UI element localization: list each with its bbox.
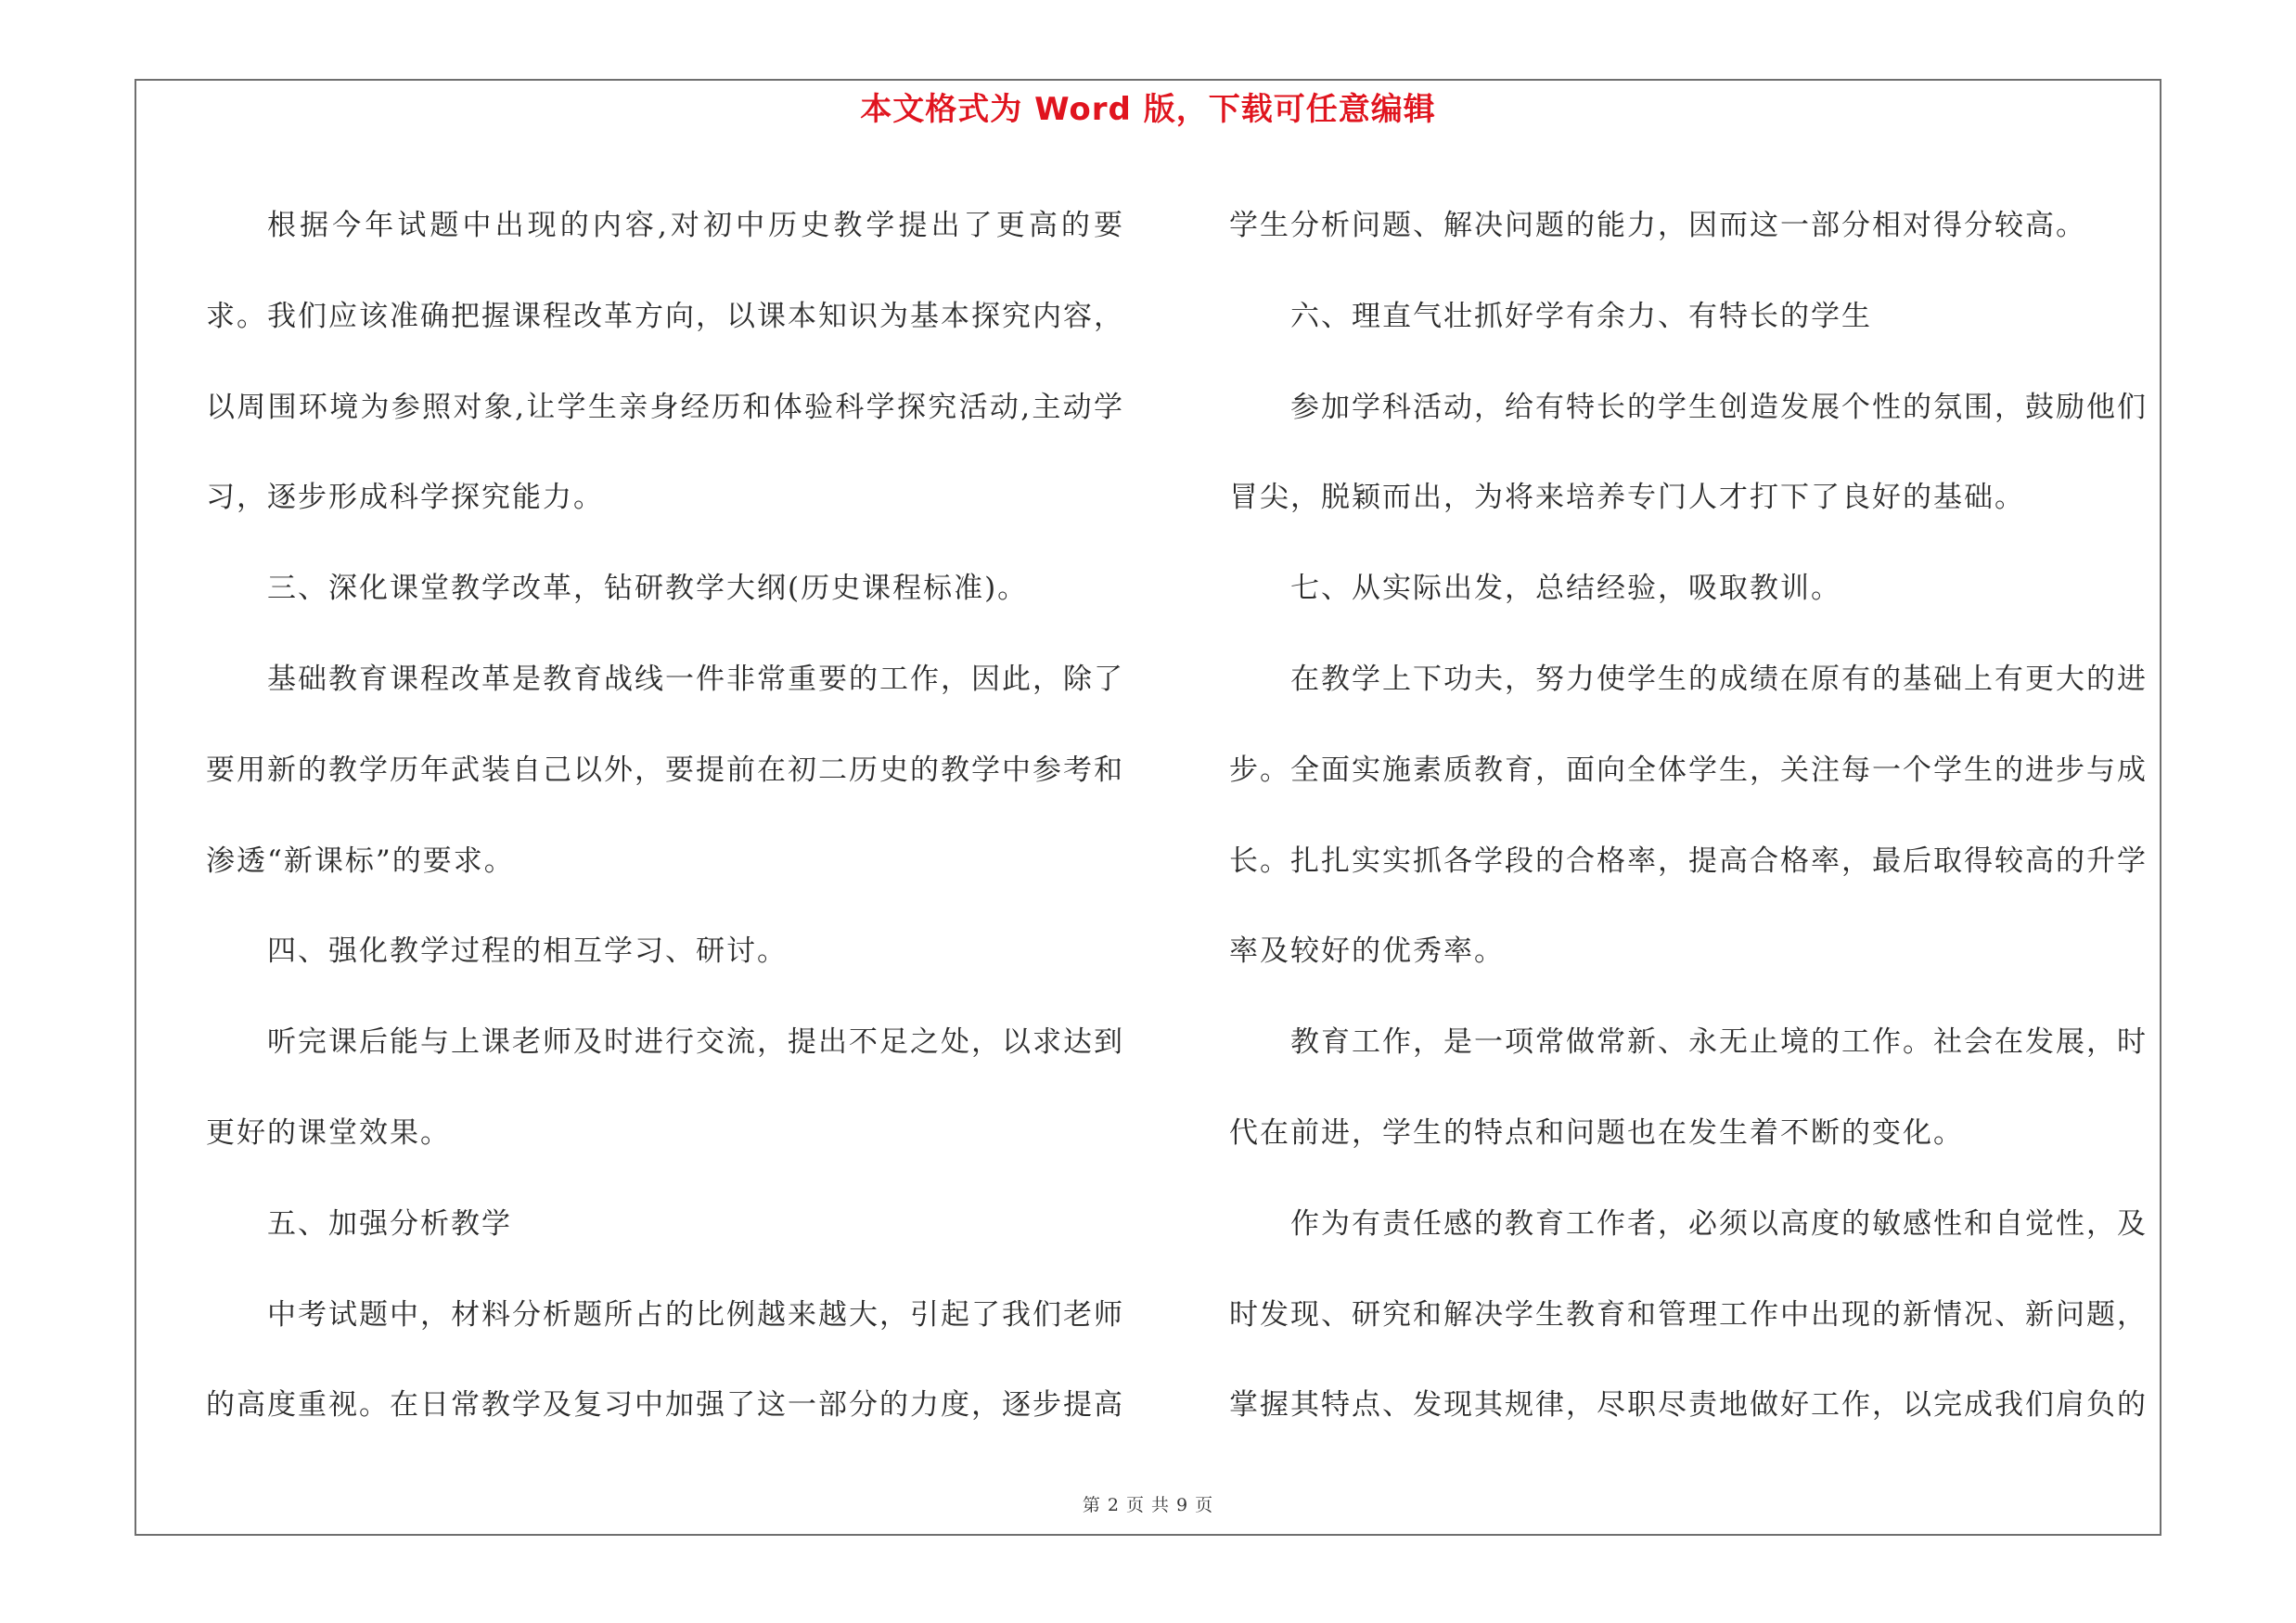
left-text-column xyxy=(206,181,1124,1451)
section-heading: 五、加强分析教学 xyxy=(267,1206,512,1241)
paragraph: 作为有责任感的教育工作者，必须以高度的敏感性和自觉性，及时发现、研究和解决学生教育和管理工作中出现的新情况、新问题，掌握其特点、发现其规律，尽职尽责地做好工作，以完成我们肩负的 xyxy=(1229,1206,2148,1423)
paragraph: 在教学上下功夫，努力使学生的成绩在原有的基础上有更大的进步。全面实施素质教育，面向全体学生，关注每一个学生的进步与成长。扎扎实实抓各学段的合格率，提高合格率，最后取得较高的升学率及较好的优秀率。 xyxy=(1229,662,2148,969)
paragraph: 基础教育课程改革是教育战线一件非常重要的工作，因此，除了要用新的教学历年武装自己以外，要提前在初二历史的教学中参考和渗透“新课标”的要求。 xyxy=(206,662,1124,878)
paragraph: 根据今年试题中出现的内容,对初中历史教学提出了更高的要求。我们应该准确把握课程改革方向，以课本知识为基本探究内容，以周围环境为参照对象,让学生亲身经历和体验科学探究活动,主动学习，逐步形成科学探究能力。 xyxy=(206,209,1124,515)
section-heading: 六、理直气壮抓好学有余力、有特长的学生 xyxy=(1290,299,1872,333)
section-heading: 四、强化教学过程的相互学习、研讨。 xyxy=(267,934,788,969)
paragraph-continuation: 学生分析问题、解决问题的能力，因而这一部分相对得分较高。 xyxy=(1229,209,2086,242)
paragraph: 中考试题中，材料分析题所占的比例越来越大，引起了我们老师的高度重视。在日常教学及复习中加强了这一部分的力度，逐步提高 xyxy=(206,1297,1124,1423)
page-number-footer: 第 2 页 共 9 页 xyxy=(1082,1495,1214,1515)
section-heading: 七、从实际出发，总结经验，吸取教训。 xyxy=(1290,572,1841,606)
paragraph: 教育工作，是一项常做常新、永无止境的工作。社会在发展，时代在前进，学生的特点和问题也在发生着不断的变化。 xyxy=(1229,1025,2148,1150)
paragraph: 参加学科活动，给有特长的学生创造发展个性的氛围，鼓励他们冒尖，脱颖而出，为将来培养专门人才打下了良好的基础。 xyxy=(1229,390,2148,515)
paragraph: 听完课后能与上课老师及时进行交流，提出不足之处，以求达到更好的课堂效果。 xyxy=(206,1025,1124,1150)
format-notice-banner: 本文格式为 Word 版，下载可任意编辑 xyxy=(860,91,1436,128)
section-heading: 三、深化课堂教学改革，钻研教学大纲(历史课程标准)。 xyxy=(267,572,1029,606)
right-text-column xyxy=(1229,181,2148,1451)
